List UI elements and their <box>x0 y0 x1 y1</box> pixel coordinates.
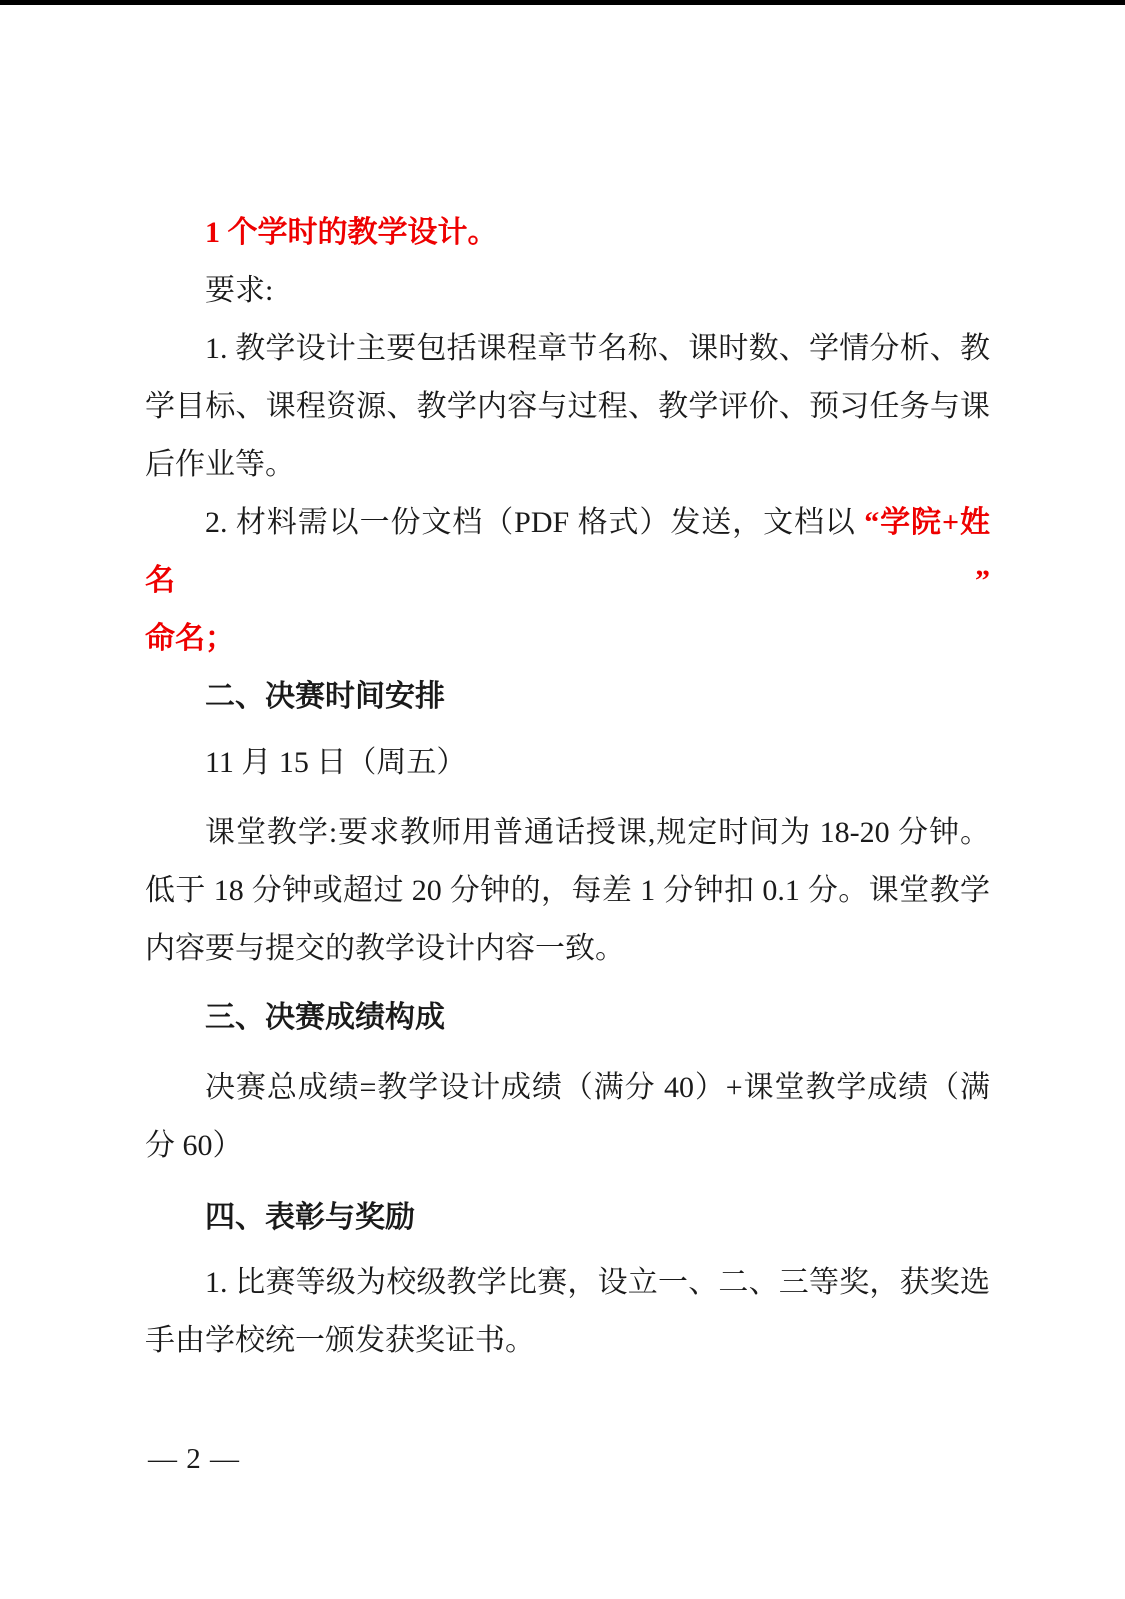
award-line2: 手由学校统一颁发获奖证书。 <box>145 1324 535 1357</box>
page-number: — 2 — <box>148 1443 240 1475</box>
heading4-text: 四、表彰与奖励 <box>205 1201 415 1234</box>
item1-line2: 学目标、课程资源、教学内容与过程、教学评价、预习任务与课 <box>145 390 990 423</box>
section-heading-3 <box>145 989 990 1047</box>
paragraph-opening <box>145 204 990 262</box>
scan-edge-bar <box>0 0 1125 5</box>
item1-line3: 后作业等。 <box>145 448 295 481</box>
item1-line1: 1. 教学设计主要包括课程章节名称、课时数、学情分析、教 <box>205 332 990 365</box>
item2-line2 <box>145 610 990 668</box>
section-heading-4 <box>145 1189 990 1247</box>
heading3-text: 三、决赛成绩构成 <box>205 1001 445 1034</box>
paragraph-item2 <box>145 494 990 668</box>
requirements-label: 要求: <box>205 274 274 307</box>
teaching-line2: 低于 18 分钟或超过 20 分钟的，每差 1 分钟扣 0.1 分。课堂教学 <box>145 874 990 907</box>
item2-line1 <box>145 494 990 610</box>
paragraph-teaching <box>145 804 990 978</box>
document-body <box>145 204 990 1370</box>
opening-red-text: 1 个学时的教学设计。 <box>205 216 498 249</box>
score-line2: 分 60） <box>145 1129 243 1162</box>
date-text: 11 月 15 日（周五） <box>205 746 467 779</box>
teaching-line1: 课堂教学:要求教师用普通话授课,规定时间为 18-20 分钟。 <box>205 816 990 849</box>
item2-black-text: 2. 材料需以一份文档（PDF 格式）发送，文档以 <box>205 506 865 539</box>
heading2-text: 二、决赛时间安排 <box>205 680 445 713</box>
score-line1: 决赛总成绩=教学设计成绩（满分 40）+课堂教学成绩（满 <box>205 1071 990 1104</box>
paragraph-score <box>145 1059 990 1175</box>
paragraph-date <box>145 734 990 792</box>
award-line1: 1. 比赛等级为校级教学比赛，设立一、二、三等奖，获奖选 <box>205 1266 990 1299</box>
paragraph-award <box>145 1254 990 1370</box>
teaching-line3: 内容要与提交的教学设计内容一致。 <box>145 932 625 965</box>
opening-line <box>145 204 990 262</box>
paragraph-item1 <box>145 320 990 494</box>
item2-red-naming: 命名； <box>145 622 235 655</box>
paragraph-requirements-label <box>145 262 990 320</box>
item2-red-filename: “学院+姓名” <box>145 506 990 597</box>
section-heading-2 <box>145 668 990 726</box>
